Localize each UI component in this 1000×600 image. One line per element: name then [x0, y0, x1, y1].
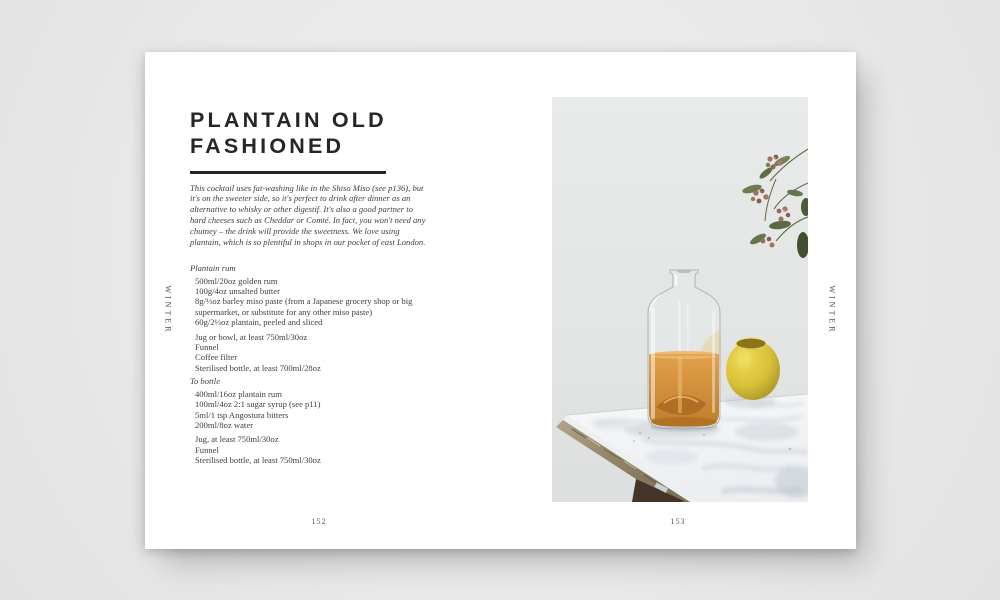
equipment-line: Coffee filter [195, 352, 238, 363]
section-heading: Plantain rum [190, 262, 236, 273]
ingredient-line: 500ml/20oz golden rum [195, 275, 278, 286]
title-rule [190, 171, 386, 174]
ingredient-line: 60g/2⅓oz plantain, peeled and sliced [195, 317, 323, 328]
ingredient-line: 200ml/8oz water [195, 420, 253, 430]
page-number-left: 152 [311, 517, 327, 526]
ingredient-line: 8g/⅓oz barley miso paste (from a Japanese grocery shop or big supermarket, or substitute for any other miso paste) [195, 296, 413, 317]
equipment-line: Funnel [195, 341, 219, 352]
recipe-title-line1: PLANTAIN OLD [190, 108, 387, 132]
ingredient-line: 100g/4oz unsalted butter [195, 285, 280, 296]
season-tab-left: WINTER [163, 285, 173, 335]
equipment-line: Jug, at least 750ml/30oz [195, 434, 279, 445]
recipe-column [190, 107, 430, 466]
recipe-section-plantain-rum [190, 263, 430, 373]
ingredient-line: 100ml/4oz 2:1 sugar syrup (see p11) [195, 399, 321, 410]
section-heading: To bottle [190, 376, 221, 387]
ingredient-line: 400ml/16oz plantain rum [195, 388, 282, 399]
ingredient-line: 5ml/1 tsp Angostura bitters [195, 409, 289, 420]
page-number-right: 153 [670, 517, 686, 526]
equipment-line: Sterilised bottle, at least 700ml/28oz [195, 362, 321, 373]
recipe-title-line2: FASHIONED [190, 134, 345, 158]
recipe-title [190, 107, 430, 159]
season-tab-right: WINTER [827, 285, 837, 335]
equipment-line: Jug or bowl, at least 750ml/30oz [195, 331, 308, 342]
equipment-list [190, 434, 430, 465]
recipe-section-to-bottle [190, 376, 430, 465]
equipment-list [190, 332, 430, 374]
equipment-line: Sterilised bottle, at least 750ml/30oz [195, 455, 321, 466]
ingredient-list [190, 276, 430, 328]
equipment-line: Funnel [195, 444, 219, 455]
recipe-intro: This cocktail uses fat-washing like in the Shiso Miso (see p136), but it's on the sweeter side, so it's perfect to drink after dinner as an alternative to whisky or other digestif. It's also a good partner to hard cheeses such as Cheddar or Comté. In fact, you won't need any chutney – the drink will provide the sweetness. We love using plantain, which is so plentiful in shops in our pocket of east London. [190, 182, 426, 248]
bottle-liquid [649, 351, 719, 427]
book-spread [145, 52, 856, 549]
ingredient-list [190, 389, 430, 431]
bottle-photo [552, 97, 808, 502]
